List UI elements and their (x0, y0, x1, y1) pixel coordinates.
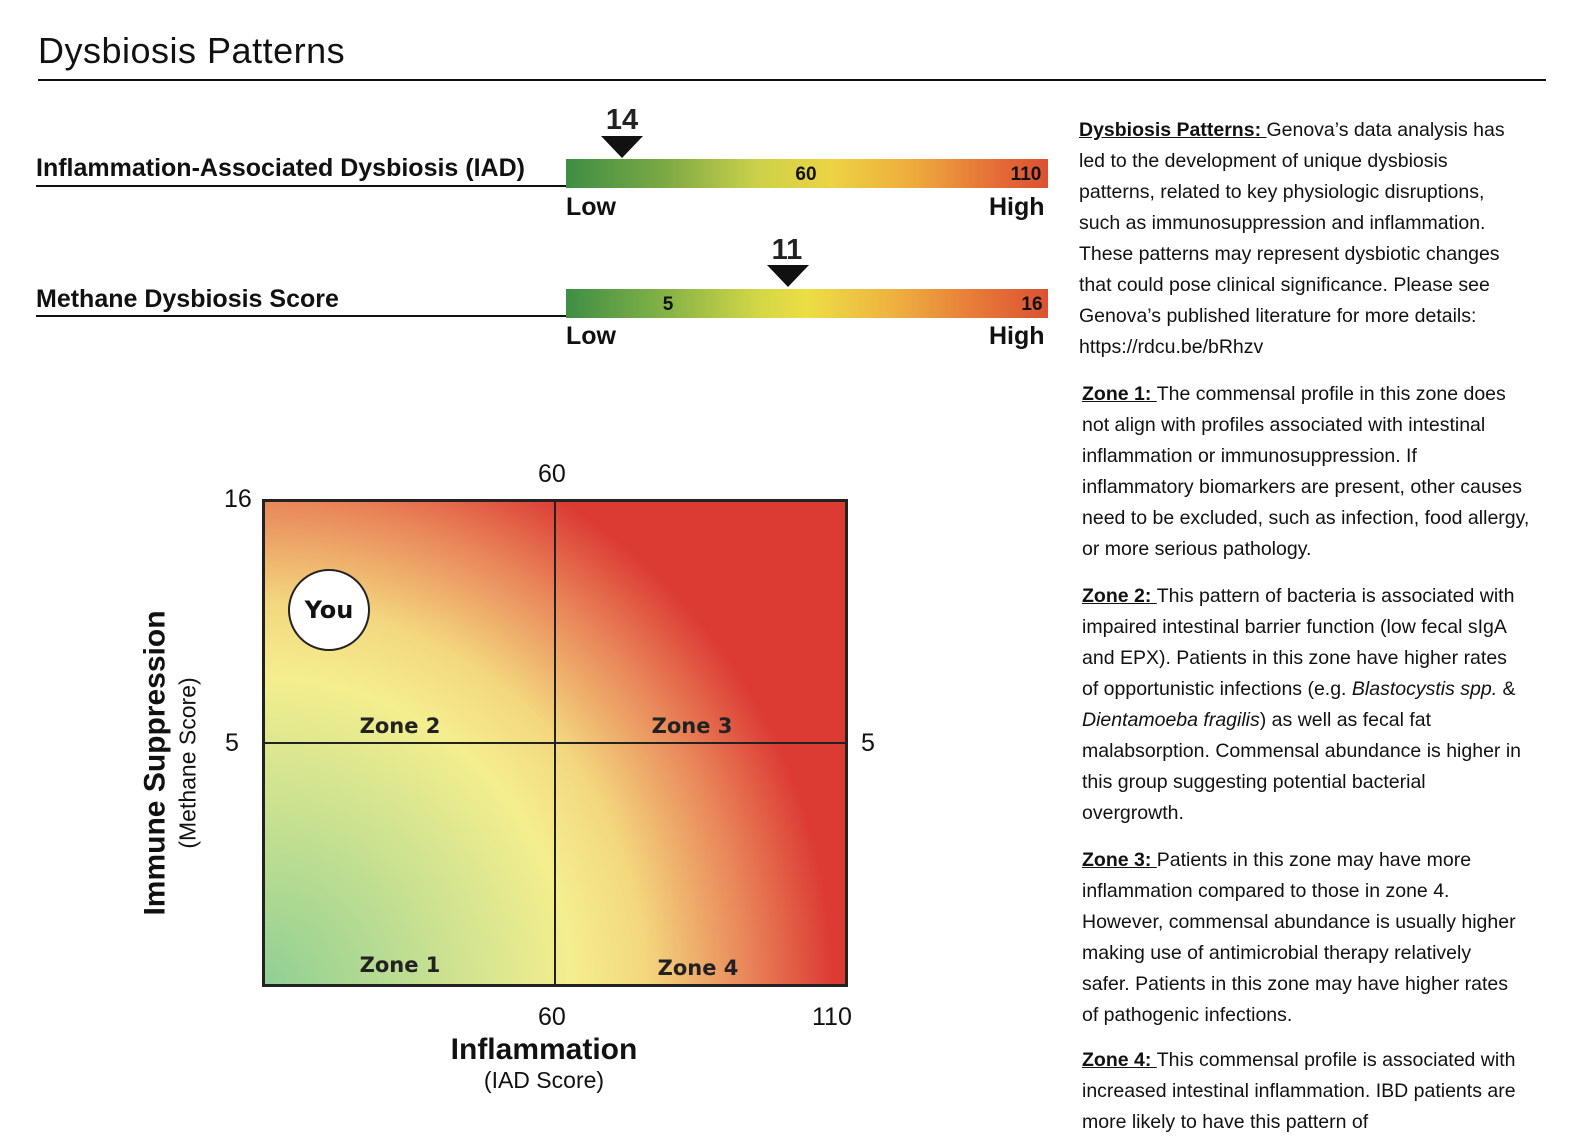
y-tick-mid: 5 (225, 729, 239, 757)
zone-2-organism-2: Dientamoeba fragilis (1082, 709, 1260, 731)
intro-body: Genova’s data analysis has led to the development of unique dysbiosis patterns, related to key physiologic disruptions, such as immunosuppression and inflammation. These patterns may represent dysbiotic changes that could pose clinical significance. Please see Genova’s published literature for more details: https://rdcu.be/bRhzv (1079, 119, 1505, 358)
x-axis-sublabel: (IAD Score) (483, 1067, 605, 1093)
methane-mid-value: 5 (662, 294, 674, 315)
zone-2-body-a: This pattern of bacteria is associated with impaired intestinal barrier function (low fecal sIgA and EPX). Patients in this zone have higher rates of opportunistic infections (e.g. (1082, 585, 1515, 700)
intro-heading: Dysbiosis Patterns: (1079, 119, 1267, 141)
y-tick-top: 16 (224, 485, 252, 513)
x-axis-label: Inflammation (450, 1033, 638, 1066)
x-top-tick: 60 (538, 460, 566, 488)
zone-1-heading: Zone 1: (1082, 383, 1157, 405)
zone-2-label: Zone 2 (359, 714, 441, 738)
iad-marker-value: 14 (605, 104, 639, 136)
zone-2-ampersand: & (1497, 678, 1516, 700)
iad-high-label: High (989, 193, 1045, 221)
title-divider (38, 79, 1546, 81)
y-axis-label: Immune Suppression (138, 610, 172, 916)
zone-2-organism-1: Blastocystis spp. (1351, 678, 1498, 700)
methane-label-underline (36, 315, 566, 317)
y-right-tick: 5 (861, 729, 875, 757)
zone-1-paragraph (1082, 379, 1532, 565)
methane-high-label: High (989, 322, 1045, 350)
zone-2-body-b: ) as well as fecal fat malabsorption. Commensal abundance is higher in this group suggesting potential bacterial overgrowth. (1082, 709, 1521, 824)
iad-max-value: 110 (1010, 164, 1042, 185)
zone-4-body: This commensal profile is associated with increased intestinal inflammation. IBD patients are more likely to have this pattern of (1082, 1049, 1516, 1133)
page-title: Dysbiosis Patterns (38, 30, 346, 71)
zone-1-label: Zone 1 (359, 953, 441, 977)
zone-3-heading: Zone 3: (1082, 849, 1157, 871)
y-axis-sublabel: (Methane Score) (174, 677, 201, 849)
methane-marker-arrow-icon (767, 265, 809, 287)
dysbiosis-quadrant-chart (262, 499, 848, 987)
iad-marker-arrow-icon (601, 136, 643, 158)
x-axis-title (444, 1033, 644, 1094)
x-tick-mid: 60 (538, 1003, 566, 1031)
intro-paragraph (1079, 115, 1519, 363)
x-tick-max: 110 (812, 1003, 852, 1031)
methane-label: Methane Dysbiosis Score (36, 285, 339, 313)
iad-low-label: Low (566, 193, 616, 221)
iad-label: Inflammation-Associated Dysbiosis (IAD) (36, 154, 525, 182)
zone-4-heading: Zone 4: (1082, 1049, 1157, 1071)
zone-1-body: The commensal profile in this zone does not align with profiles associated with intestinal inflammation or immunosuppression. If inflammatory biomarkers are present, other causes need to be excluded, such as infection, food allergy, or more serious pathology. (1082, 383, 1530, 560)
methane-max-value: 16 (1021, 294, 1043, 315)
iad-label-underline (36, 185, 566, 187)
you-marker: You (288, 569, 370, 651)
iad-mid-value: 60 (795, 164, 817, 185)
zone-3-body: Patients in this zone may have more inflammation compared to those in zone 4. However, commensal abundance is usually higher making use of antimicrobial therapy relatively safer. Patients in this zone may have higher rates of pathogenic infections. (1082, 849, 1516, 1026)
zone-4-label: Zone 4 (657, 956, 739, 980)
zone-4-paragraph (1082, 1045, 1522, 1138)
y-axis-title (139, 610, 202, 915)
methane-low-label: Low (566, 322, 616, 350)
methane-marker-value: 11 (771, 234, 803, 266)
zone-3-label: Zone 3 (651, 714, 733, 738)
zone-2-paragraph (1082, 581, 1522, 829)
zone-2-heading: Zone 2: (1082, 585, 1157, 607)
zone-3-paragraph (1082, 845, 1522, 1031)
